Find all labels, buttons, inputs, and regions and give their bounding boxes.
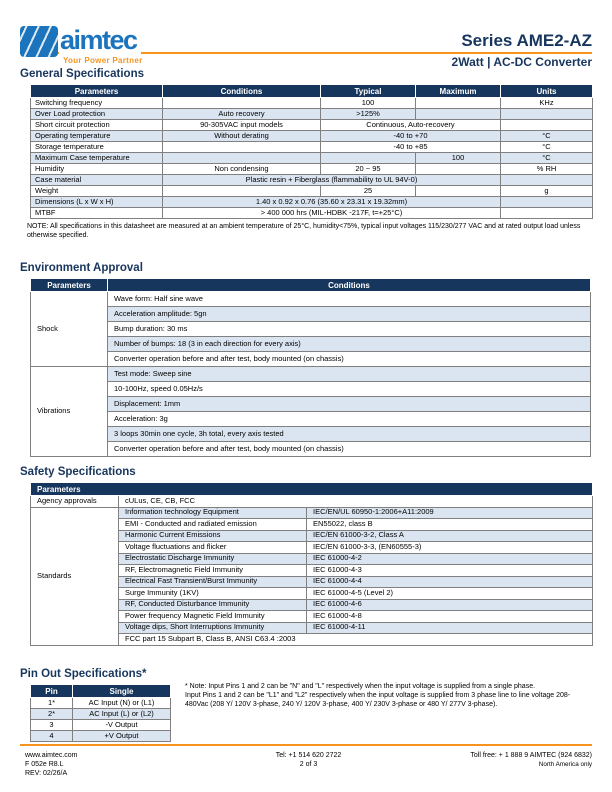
condition-cell: Converter operation before and after test, body mounted (on chassis) [108, 352, 591, 367]
pin-number-cell: 4 [31, 731, 73, 742]
standard-ref-cell: IEC 61000-4-5 (Level 2) [307, 588, 593, 600]
value-cell: -40 to +85 [321, 142, 501, 153]
units-cell [501, 120, 593, 131]
standard-ref-cell: IEC 61000-4-11 [307, 622, 593, 634]
pin-out-note [185, 682, 590, 710]
footer-divider [20, 744, 592, 746]
pin-function-cell: +V Output [73, 731, 171, 742]
environment-condition-row [31, 442, 591, 457]
units-cell [501, 208, 593, 219]
value-cell: -40 to +70 [321, 131, 501, 142]
pin-number-cell: 3 [31, 720, 73, 731]
pin-number-cell: 2* [31, 709, 73, 720]
pin-row [31, 709, 171, 720]
typical-cell: 100 [321, 98, 416, 109]
parameter-cell: Case material [31, 175, 163, 186]
column-header-single: Single [73, 685, 171, 698]
parameter-cell: Short circuit protection [31, 120, 163, 131]
typical-cell [321, 153, 416, 164]
standard-name-cell: EMI - Conducted and radiated emission [119, 519, 307, 531]
standard-name-cell: Harmonic Current Emissions [119, 530, 307, 542]
general-spec-row [31, 186, 593, 197]
parameter-cell: MTBF [31, 208, 163, 219]
logo-tagline: Your Power Partner [63, 56, 143, 65]
standard-ref-cell: IEC 61000-4-6 [307, 599, 593, 611]
pin-header-row [31, 685, 171, 698]
units-cell: KHz [501, 98, 593, 109]
pin-row [31, 698, 171, 709]
general-spec-row [31, 131, 593, 142]
units-cell [501, 175, 593, 186]
fcc-cell: FCC part 15 Subpart B, Class B, ANSI C63.4 :2003 [119, 634, 593, 646]
pin-note-line-1: * Note: Input Pins 1 and 2 can be "N" and "L" respectively when the input voltage is supplied from a single phase. [185, 683, 536, 690]
condition-cell: Wave form: Half sine wave [108, 292, 591, 307]
parameter-cell: Humidity [31, 164, 163, 175]
condition-cell [163, 142, 321, 153]
parameter-cell: Switching frequency [31, 98, 163, 109]
environment-condition-row [31, 397, 591, 412]
environment-condition-row [31, 322, 591, 337]
footer-left [20, 751, 218, 778]
agency-approvals-label: Agency approvals [31, 496, 119, 508]
units-cell [501, 197, 593, 208]
pin-note-line-2: Input Pins 1 and 2 can be "L1" and "L2" respectively when the input voltage is supplied from 3 phase line to line voltage 208-480Vac (208 Y/ 120V 3-phase, 240 Y/ 120V 3-phase, 400 Y/ 230V 3-phase or 480 Y/ 277V 3-phase). [185, 692, 571, 709]
pin-out-section [20, 668, 592, 742]
parameter-cell: Dimensions (L x W x H) [31, 197, 163, 208]
standard-name-cell: Electrostatic Discharge Immunity [119, 553, 307, 565]
safety-specifications-title: Safety Specifications [20, 466, 136, 478]
maximum-cell [416, 109, 501, 120]
standard-ref-cell: IEC/EN/UL 60950-1:2006+A11:2009 [307, 507, 593, 519]
pin-row [31, 731, 171, 742]
typical-cell: 25 [321, 186, 416, 197]
general-specifications-section [20, 68, 592, 240]
units-cell: °C [501, 142, 593, 153]
environment-approval-table [30, 278, 591, 457]
typical-cell: 20 ~ 95 [321, 164, 416, 175]
units-cell: g [501, 186, 593, 197]
general-spec-row [31, 175, 593, 186]
parameter-cell: Operating temperature [31, 131, 163, 142]
condition-cell: Non condensing [163, 164, 321, 175]
column-header-conditions: Conditions [108, 279, 591, 292]
environment-condition-row [31, 307, 591, 322]
standard-name-cell: RF, Electromagnetic Field Immunity [119, 565, 307, 577]
general-spec-row [31, 164, 593, 175]
parameter-cell: Weight [31, 186, 163, 197]
pin-row [31, 720, 171, 731]
general-spec-row [31, 120, 593, 131]
condition-cell: Without derating [163, 131, 321, 142]
footer-right [399, 751, 592, 778]
units-cell: °C [501, 131, 593, 142]
product-subtitle: 2Watt | AC-DC Converter [451, 55, 592, 69]
parameter-group-cell: Shock [31, 292, 108, 367]
general-spec-row [31, 109, 593, 120]
standard-ref-cell: IEC/EN 61000-3-2, Class A [307, 530, 593, 542]
pin-out-table [30, 684, 171, 742]
value-cell: 1.40 x 0.92 x 0.76 (35.60 x 23.31 x 19.32mm) [163, 197, 501, 208]
footer-page-number: 2 of 3 [299, 761, 318, 768]
condition-cell: Number of bumps: 18 (3 in each direction for every axis) [108, 337, 591, 352]
column-header-typical: Typical [321, 85, 416, 98]
maximum-cell: 100 [416, 153, 501, 164]
page-footer [20, 744, 592, 778]
footer-telephone: Tel: +1 514 620 2722 [275, 752, 342, 759]
safety-header-row [31, 483, 593, 496]
parameter-group-cell: Vibrations [31, 367, 108, 457]
value-cell: Plastic resin + Fiberglass (flammability to UL 94V-0) [163, 175, 501, 186]
condition-cell: 10-100Hz, speed 0.05Hz/s [108, 382, 591, 397]
standard-name-cell: Voltage dips, Short Interruptions Immunity [119, 622, 307, 634]
units-cell: °C [501, 153, 593, 164]
parameter-cell: Over Load protection [31, 109, 163, 120]
value-cell: Continuous, Auto-recovery [321, 120, 501, 131]
condition-cell: Bump duration: 30 ms [108, 322, 591, 337]
condition-cell [163, 98, 321, 109]
condition-cell: Auto recovery [163, 109, 321, 120]
pin-out-title: Pin Out Specifications* [20, 668, 147, 680]
agency-approvals-value: cULus, CE, CB, FCC [119, 496, 593, 508]
general-header-row [31, 85, 593, 98]
safety-specifications-table [30, 482, 593, 646]
general-spec-row [31, 98, 593, 109]
pin-number-cell: 1* [31, 698, 73, 709]
environment-condition-row [31, 412, 591, 427]
general-spec-row [31, 197, 593, 208]
environment-condition-row [31, 352, 591, 367]
aimtec-logo-icon [20, 26, 58, 57]
footer-center [218, 751, 399, 778]
units-cell [501, 109, 593, 120]
footer-revision: REV: 02/26/A [25, 770, 68, 777]
condition-cell [163, 186, 321, 197]
condition-cell: Displacement: 1mm [108, 397, 591, 412]
condition-cell: 90-305VAC input models [163, 120, 321, 131]
pin-function-cell: AC Input (N) or (L1) [73, 698, 171, 709]
typical-cell: >125% [321, 109, 416, 120]
standard-ref-cell: EN55022, class B [307, 519, 593, 531]
general-spec-row [31, 153, 593, 164]
maximum-cell [416, 98, 501, 109]
environment-condition-row [31, 337, 591, 352]
pin-function-cell: AC Input (L) or (L2) [73, 709, 171, 720]
column-header-conditions: Conditions [163, 85, 321, 98]
standard-ref-cell: IEC 61000-4-2 [307, 553, 593, 565]
condition-cell: Acceleration amplitude: 5gn [108, 307, 591, 322]
column-header-parameters: Parameters [31, 85, 163, 98]
aimtec-logo-text: aimtec [59, 26, 141, 54]
general-spec-row [31, 208, 593, 219]
condition-cell: Acceleration: 3g [108, 412, 591, 427]
footer-toll-free: Toll free: + 1 888 9 AIMTEC (924 6832) [470, 752, 592, 759]
column-header-pin: Pin [31, 685, 73, 698]
column-header-parameters: Parameters [31, 483, 593, 496]
standard-name-cell: Power frequency Magnetic Field Immunity [119, 611, 307, 623]
footer-website: www.aimtec.com [25, 752, 78, 759]
maximum-cell [416, 186, 501, 197]
parameter-cell: Storage temperature [31, 142, 163, 153]
standard-name-cell: Information technology Equipment [119, 507, 307, 519]
standard-ref-cell: IEC 61000-4-8 [307, 611, 593, 623]
standard-ref-cell: IEC 61000-4-3 [307, 565, 593, 577]
agency-approvals-row [31, 496, 593, 508]
environment-condition-row [31, 367, 591, 382]
standard-name-cell: Voltage fluctuations and flicker [119, 542, 307, 554]
environment-condition-row [31, 427, 591, 442]
standards-group-cell: Standards [31, 507, 119, 645]
maximum-cell [416, 164, 501, 175]
safety-specifications-section [20, 466, 592, 646]
footer-region: North America only [538, 761, 592, 768]
standard-name-cell: Electrical Fast Transient/Burst Immunity [119, 576, 307, 588]
standard-name-cell: RF, Conducted Disturbance Immunity [119, 599, 307, 611]
standard-row [31, 507, 593, 519]
condition-cell: Converter operation before and after test, body mounted (on chassis) [108, 442, 591, 457]
environment-header-row [31, 279, 591, 292]
condition-cell [163, 153, 321, 164]
parameter-cell: Maximum Case temperature [31, 153, 163, 164]
environment-approval-title: Environment Approval [20, 262, 143, 274]
condition-cell: Test mode: Sweep sine [108, 367, 591, 382]
general-specifications-note: NOTE: All specifications in this datasheet are measured at an ambient temperature of 25°C, humidity<75%, typical input voltages 115/230/277 VAC and at rated output load unless otherwise specified. [27, 223, 581, 240]
environment-condition-row [31, 382, 591, 397]
footer-form-code: F 052e R8.L [25, 761, 64, 768]
column-header-units: Units [501, 85, 593, 98]
standard-name-cell: Surge Immunity (1KV) [119, 588, 307, 600]
pin-function-cell: -V Output [73, 720, 171, 731]
units-cell: % RH [501, 164, 593, 175]
standard-ref-cell: IEC 61000-4-4 [307, 576, 593, 588]
column-header-parameters: Parameters [31, 279, 108, 292]
series-title: Series AME2-AZ [461, 31, 592, 50]
standard-ref-cell: IEC/EN 61000-3-3, (EN60555-3) [307, 542, 593, 554]
condition-cell: 3 loops 30min one cycle, 3h total, every axis tested [108, 427, 591, 442]
general-specifications-table [30, 84, 593, 219]
general-specifications-title: General Specifications [20, 68, 144, 80]
environment-condition-row [31, 292, 591, 307]
value-cell: > 400 000 hrs (MIL-HDBK -217F, t=+25°C) [163, 208, 501, 219]
environment-approval-section [20, 262, 592, 457]
general-spec-row [31, 142, 593, 153]
column-header-maximum: Maximum [416, 85, 501, 98]
